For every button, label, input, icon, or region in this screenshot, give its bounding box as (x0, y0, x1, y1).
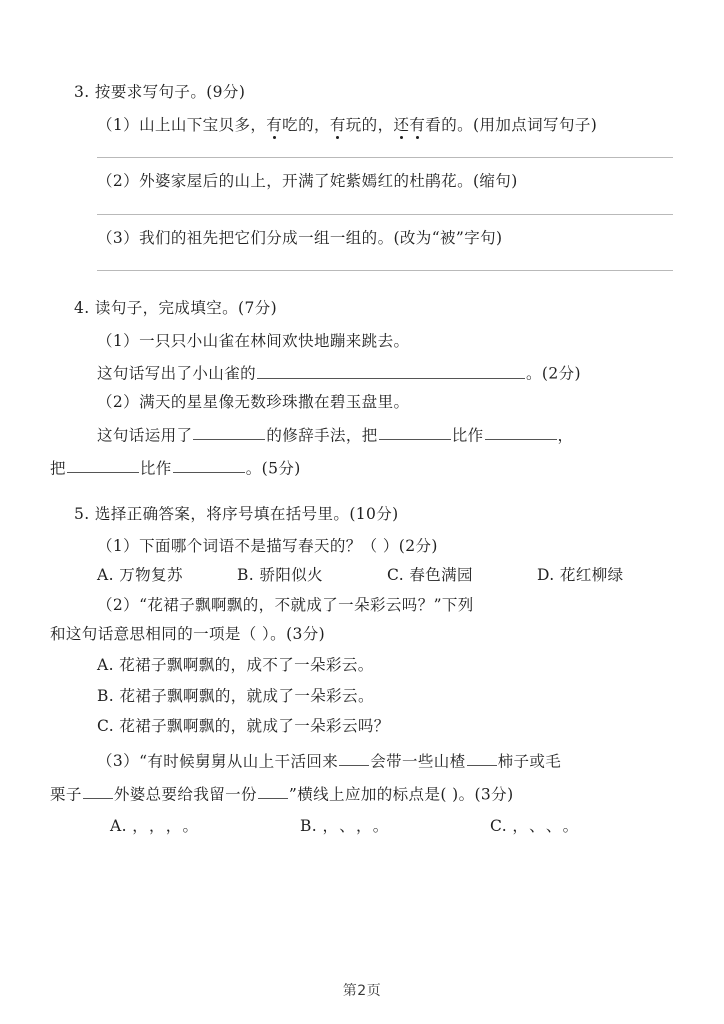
question-5-item-3-stem-line-1 (97, 750, 674, 770)
question-5-item-2-option-a[interactable]: A. 花裙子飘啊飘的，成不了一朵彩云。 (97, 656, 374, 674)
question-5-item-3-options (110, 816, 674, 835)
fill-segment: 把 (50, 459, 66, 477)
stem-segment: 柿子或毛 (497, 752, 562, 770)
question-5-heading: 5. 选择正确答案，将序号填在括号里。(10分) (74, 504, 399, 523)
item-text-segment: 山上山下宝贝多， (139, 115, 267, 134)
answer-rule-3-2[interactable] (97, 214, 673, 215)
option-b[interactable]: B. 骄阳似火 (237, 565, 324, 584)
emphasis-dot-char: 有 (266, 115, 283, 134)
punctuation-blank[interactable] (258, 783, 288, 800)
emphasis-dot-char: 有 (409, 115, 426, 134)
item-index: （2） (97, 172, 140, 190)
answer-rule-3-3[interactable] (97, 270, 673, 271)
fill-segment: 比作 (139, 459, 172, 477)
punctuation-blank[interactable] (467, 750, 497, 767)
item-text-segment: 吃的， (282, 115, 330, 134)
emphasis-dot-char: 有 (329, 115, 346, 134)
question-3-heading: 3. 按要求写句子。(9分) (74, 83, 246, 101)
stem-segment: 栗子 (50, 785, 82, 803)
item-text: 我们的祖先把它们分成一组一组的。(改为“被”字句) (139, 228, 503, 247)
spacer (50, 206, 674, 214)
fill-blank[interactable] (193, 424, 265, 441)
item-index: （2） (97, 596, 140, 614)
fill-segment: 。(5分) (245, 459, 301, 477)
question-4-heading: 4. 读句子，完成填空。(7分) (74, 299, 278, 317)
fill-segment: 的修辞手法，把 (266, 426, 378, 444)
question-4-item-2-fill-line-1 (97, 424, 674, 444)
stem-segment: “有时候舅舅从山上干活回来 (139, 752, 339, 770)
item-index: （1） (97, 331, 140, 350)
fill-segment: ， (557, 426, 574, 444)
item-text-segment: 玩的， (345, 115, 394, 134)
question-5-item-2-option-b[interactable]: B. 花裙子飘啊飘的，就成了一朵彩云。 (97, 686, 374, 705)
fill-blank[interactable] (173, 457, 245, 474)
fill-segment: 这句话运用了 (97, 426, 193, 444)
item-index: （3） (97, 752, 140, 770)
option-a[interactable]: A. 万物复苏 (97, 565, 183, 584)
item-text-segment: 看的。(用加点词写句子) (425, 115, 598, 134)
punctuation-option-b[interactable] (300, 816, 490, 835)
fill-blank[interactable] (67, 457, 139, 474)
question-5-item-2-option-c[interactable]: C. 花裙子飘啊飘的，就成了一朵彩云吗？ (97, 717, 390, 735)
fill-suffix: 。(2分) (526, 364, 581, 383)
option-marks: ，，，。 (132, 816, 208, 835)
question-3-item-2 (97, 174, 674, 190)
punctuation-option-c[interactable] (490, 816, 588, 835)
item-index: （1） (97, 537, 140, 555)
question-3-item-3 (97, 228, 674, 247)
item-index: （2） (97, 393, 140, 411)
question-5-item-1-stem (97, 539, 674, 555)
question-5-item-1-options (97, 565, 697, 584)
answer-rule-3-1[interactable] (97, 157, 673, 158)
page-footer: 第2页 (342, 983, 382, 999)
question-4-item-2-fill-line-2 (50, 457, 674, 477)
stem-segment: 外婆总要给我留一份 (113, 785, 257, 803)
punctuation-blank[interactable] (83, 783, 113, 800)
punctuation-option-a[interactable] (110, 816, 300, 835)
fill-segment: 比作 (451, 426, 484, 444)
item-text: 一只只小山雀在林间欢快地蹦来跳去。 (139, 331, 410, 350)
question-5-item-3-stem-line-2 (50, 783, 674, 803)
item-index: （3） (97, 228, 140, 247)
question-3-item-1 (97, 115, 674, 134)
fill-blank[interactable] (257, 362, 525, 379)
option-d[interactable]: D. 花红柳绿 (537, 565, 624, 584)
item-text: “花裙子飘啊飘的，不就成了一朵彩云吗？”下列 (139, 596, 474, 614)
item-text: 外婆家屋后的山上，开满了姹紫嫣红的杜鹃花。(缩句) (139, 172, 518, 190)
question-5-item-2-stem-line-1 (97, 598, 674, 614)
option-label: B. (300, 816, 318, 835)
question-4-item-2-sentence (97, 395, 674, 411)
question-5-item-2-stem-line-2: 和这句话意思相同的一项是（ ）。(3分) (50, 624, 326, 643)
item-text: 下面哪个词语不是描写春天的？（ ）(2分) (139, 537, 438, 555)
stem-segment: 会带一些山楂 (370, 752, 466, 770)
option-label: A. (110, 816, 127, 835)
spacer (50, 262, 674, 270)
fill-blank[interactable] (485, 424, 557, 441)
option-c[interactable]: C. 春色满园 (387, 565, 473, 584)
question-4-item-1-fill (97, 362, 674, 382)
option-marks: ，、、。 (512, 816, 588, 835)
item-text: 满天的星星像无数珍珠撒在碧玉盘里。 (139, 393, 410, 411)
stem-segment: ”横线上应加的标点是( )。(3分) (288, 785, 514, 803)
fill-prefix: 这句话写出了小山雀的 (97, 364, 257, 383)
emphasis-dot-char: 还 (393, 115, 410, 134)
question-4-item-1-sentence (97, 331, 674, 350)
fill-blank[interactable] (379, 424, 451, 441)
spacer (50, 149, 674, 157)
item-index: （1） (97, 115, 140, 134)
option-label: C. (490, 816, 508, 835)
punctuation-blank[interactable] (339, 750, 369, 767)
option-marks: ，、，。 (322, 816, 398, 835)
